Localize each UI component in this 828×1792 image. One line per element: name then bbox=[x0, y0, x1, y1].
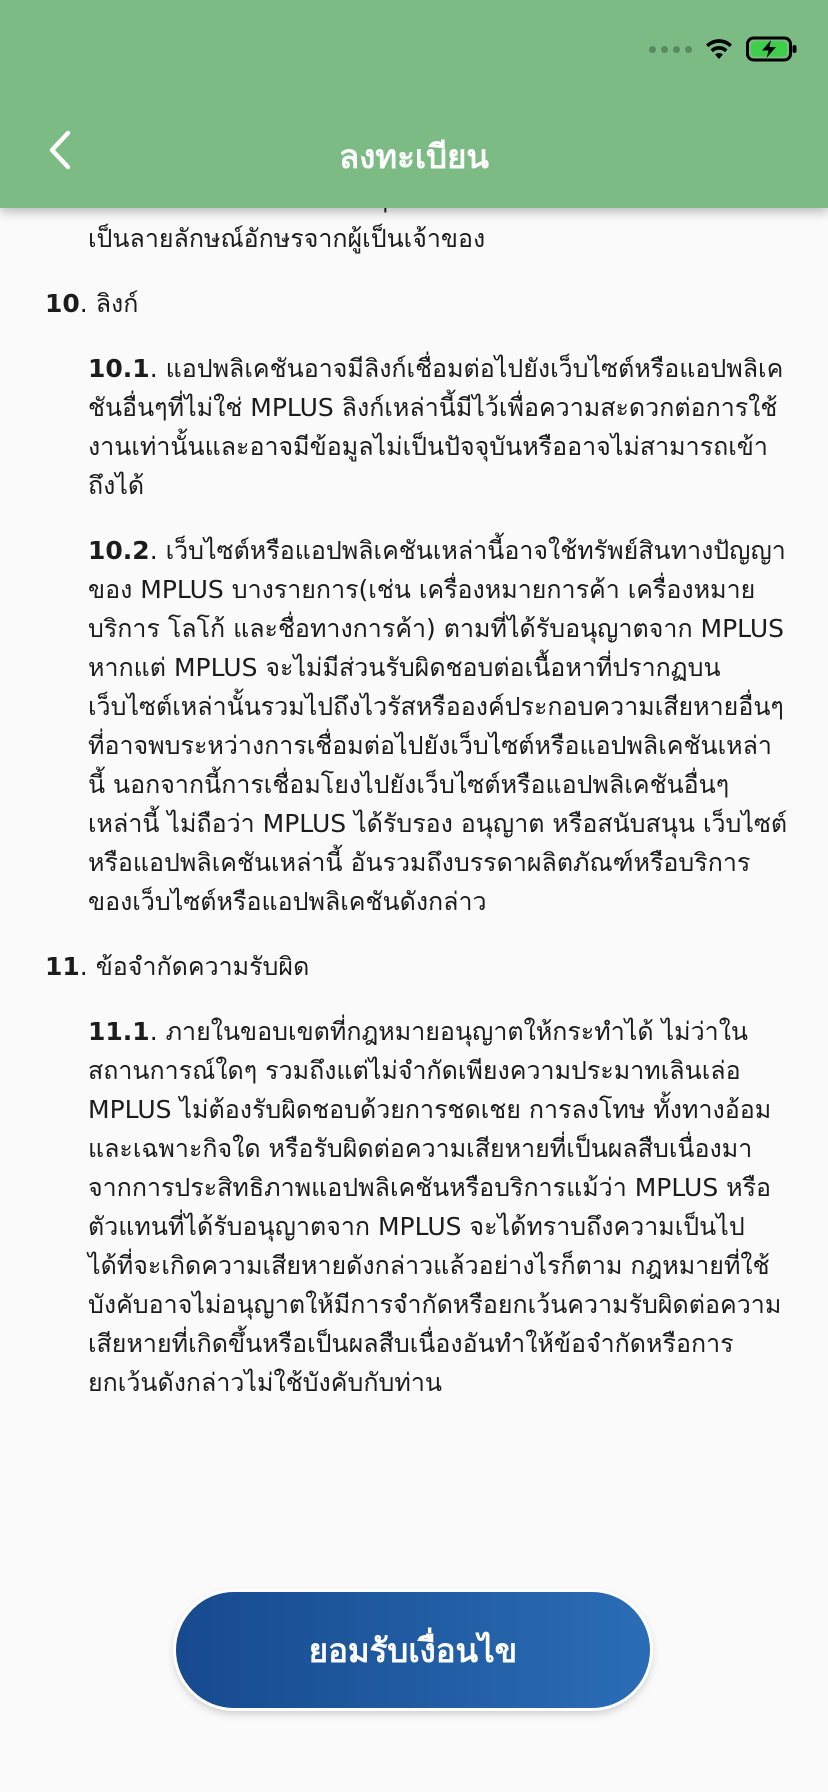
clause-text: . แอปพลิเคชันอาจมีลิงก์เชื่อมต่อไปยังเว็บไซต์หรือแอปพลิเคชันอื่นๆที่ไม่ใช่ MPLUS ลิงก์เหล่านี้มีไว้เพื่อความสะดวกต่อการใช้งานเท่านั้นและอาจมีข้อมูลไม่เป็นปัจจุบันหรืออาจไม่สามารถเข้าถึงได้ bbox=[88, 354, 784, 500]
partial-paragraph: เป็นลายลักษณ์อักษรจากผู้เป็นเจ้าของ bbox=[88, 224, 486, 253]
footer bbox=[0, 1592, 828, 1710]
battery-charging-icon bbox=[746, 36, 798, 62]
clause-number: 10.2 bbox=[88, 536, 150, 565]
section-heading-11 bbox=[45, 947, 788, 986]
app-header bbox=[0, 0, 828, 208]
status-bar bbox=[649, 34, 798, 64]
signal-dots-icon bbox=[649, 46, 692, 53]
accept-terms-button[interactable]: ยอมรับเงื่อนไข bbox=[176, 1592, 650, 1708]
clause-text: . เว็บไซต์หรือแอปพลิเคชันเหล่านี้อาจใช้ทรัพย์สินทางปัญญาของ MPLUS บางรายการ(เช่น เครื่องหมายการค้า เครื่องหมายบริการ โลโก้ และชื่อทางการค้า) ตามที่ได้รับอนุญาตจาก MPLUS หากแต่ MPLUS จะไม่มีส่วนรับผิดชอบต่อเนื้อหาที่ปรากฏบนเว็บไซต์เหล่านั้นรวมไปถึงไวรัสหรือองค์ประกอบความเสียหายอื่นๆ ที่อาจพบระหว่างการเชื่อมต่อไปยังเว็บไซต์หรือแอปพลิเคชันเหล่านี้ นอกจากนี้การเชื่อมโยงไปยังเว็บไซต์หรือแอปพลิเคชันอื่นๆ เหล่านี้ ไม่ถือว่า MPLUS ได้รับรอง อนุญาต หรือสนับสนุน เว็บไซต์ หรือแอปพลิเคชันเหล่านี้ อันรวมถึงบรรดาผลิตภัณฑ์หรือบริการของเว็บไซต์หรือแอปพลิเคชันดังกล่าว bbox=[88, 536, 788, 916]
section-number: 11 bbox=[45, 952, 80, 981]
section-title: . ข้อจำกัดความรับผิด bbox=[79, 952, 310, 981]
section-title: . ลิงก์ bbox=[79, 289, 139, 318]
clause-10-1 bbox=[88, 349, 788, 505]
section-number: 10 bbox=[45, 289, 80, 318]
terms-content[interactable] bbox=[0, 208, 828, 1576]
clause-10-2 bbox=[88, 531, 788, 921]
clause-11-1 bbox=[88, 1012, 788, 1402]
wifi-icon bbox=[704, 37, 734, 61]
clause-text: . ภายในขอบเขตที่กฎหมายอนุญาตให้กระทำได้ ไม่ว่าในสถานการณ์ใดๆ รวมถึงแต่ไม่จำกัดเพียงความประมาทเลินเล่อ MPLUS ไม่ต้องรับผิดชอบด้วยการชดเชย การลงโทษ ทั้งทางอ้อมและเฉพาะกิจใด หรือรับผิดต่อความเสียหายที่เป็นผลสืบเนื่องมาจากการประสิทธิภาพแอปพลิเคชันหรือบริการแม้ว่า MPLUS หรือตัวแทนที่ได้รับอนุญาตจาก MPLUS จะได้ทราบถึงความเป็นไปได้ที่จะเกิดความเสียหายดังกล่าวแล้วอย่างไรก็ตาม กฎหมายที่ใช้บังคับอาจไม่อนุญาตให้มีการจำกัดหรือยกเว้นความรับผิดต่อความเสียหายที่เกิดขึ้นหรือเป็นผลสืบเนื่องอันทำให้ข้อจำกัดหรือการยกเว้นดังกล่าวไม่ใช้บังคับกับท่าน bbox=[88, 1017, 782, 1397]
clause-number: 11.1 bbox=[88, 1017, 150, 1046]
page-title: ลงทะเบียน bbox=[339, 137, 489, 176]
section-heading-10 bbox=[45, 284, 788, 323]
clause-number: 10.1 bbox=[88, 354, 150, 383]
